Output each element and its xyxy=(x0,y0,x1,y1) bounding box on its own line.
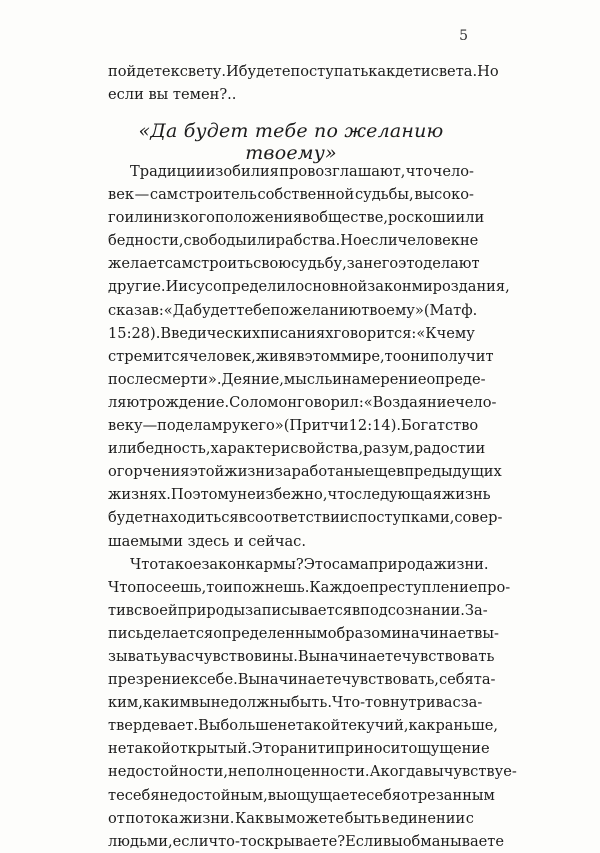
text-line: или бедность, характер и свойства, разум, радости и xyxy=(108,440,486,458)
text-line: го или низкого положения в обществе, роскоши или xyxy=(108,209,485,227)
section-heading: «Да будет тебе по желанию твоему» xyxy=(138,120,444,164)
text-line: не такой открытый. Это ранит и приносит ощущение xyxy=(108,740,490,758)
text-line: пойдете к свету. И будете поступать как дети света. Но xyxy=(108,63,499,80)
text-line: шаемыми здесь и сейчас. xyxy=(108,532,306,550)
text-line: Что посеешь, то и пожнешь. Каждое преступление про- xyxy=(108,578,511,596)
text-line: Что такое закон кармы? Это сама природа жизни. xyxy=(130,555,489,573)
text-line: стремится человек, живя в этом мире, то он и получит xyxy=(108,347,494,365)
text-line: другие. Иисус определил основной закон мироздания, xyxy=(108,278,510,296)
text-line: 15:28). В ведических писаниях говорится: «К чему xyxy=(108,324,475,342)
page-number: 5 xyxy=(459,28,468,44)
body-text xyxy=(108,160,517,853)
text-line: будет находиться в соответствии с поступками, совер- xyxy=(108,509,503,527)
text-line: сказав: «Да будет тебе по желанию твоему» (Матф. xyxy=(108,301,478,319)
text-line: после смерти». Деяние, мысль и намерение опреде- xyxy=(108,370,486,388)
text-line: жизнях. Поэтому неизбежно, что следующая жизнь xyxy=(108,486,491,504)
text-line: бедности, свободы или рабства. Но если человек не xyxy=(108,232,479,250)
text-line: от потока жизни. Как вы можете быть в единении с xyxy=(108,809,474,827)
text-line: ким, каким вы не должны быть. Что-то внутри вас за- xyxy=(108,694,483,712)
text-line: огорчения этой жизни заработаны еще в предыдущих xyxy=(108,463,502,481)
text-line: людьми, если что-то скрываете? Если вы обманываете xyxy=(108,832,504,850)
text-line: пись делается определенным образом и начинает вы- xyxy=(108,624,499,642)
text-line: зывать у вас чувство вины. Вы начинаете чувствовать xyxy=(108,647,495,665)
text-line: Традиции изобилия провозглашают, что чело- xyxy=(130,163,474,180)
text-line: век — сам строитель собственной судьбы, высоко- xyxy=(108,186,474,204)
text-line: если вы темен?.. xyxy=(108,86,237,104)
text-line: те себя недостойным, вы ощущаете себя отрезанным xyxy=(108,786,495,804)
text-line: веку — по делам рук его» (Притчи 12:14). Богатство xyxy=(108,417,479,435)
text-line: презрение к себе. Вы начинаете чувствовать, себя та- xyxy=(108,671,496,689)
text-line: ляют рождение. Соломон говорил: «Воздаяние чело- xyxy=(108,393,497,411)
text-line: недостойности, неполноценности. А когда вы чувствуе- xyxy=(108,763,517,781)
intro-paragraph xyxy=(108,60,499,106)
text-line: желает сам строить свою судьбу, за него это делают xyxy=(108,255,480,273)
text-line: тив своей природы записывается в подсознании. За- xyxy=(108,601,488,619)
text-line: твердевает. Вы больше не такой текучий, как раньше, xyxy=(108,717,498,735)
